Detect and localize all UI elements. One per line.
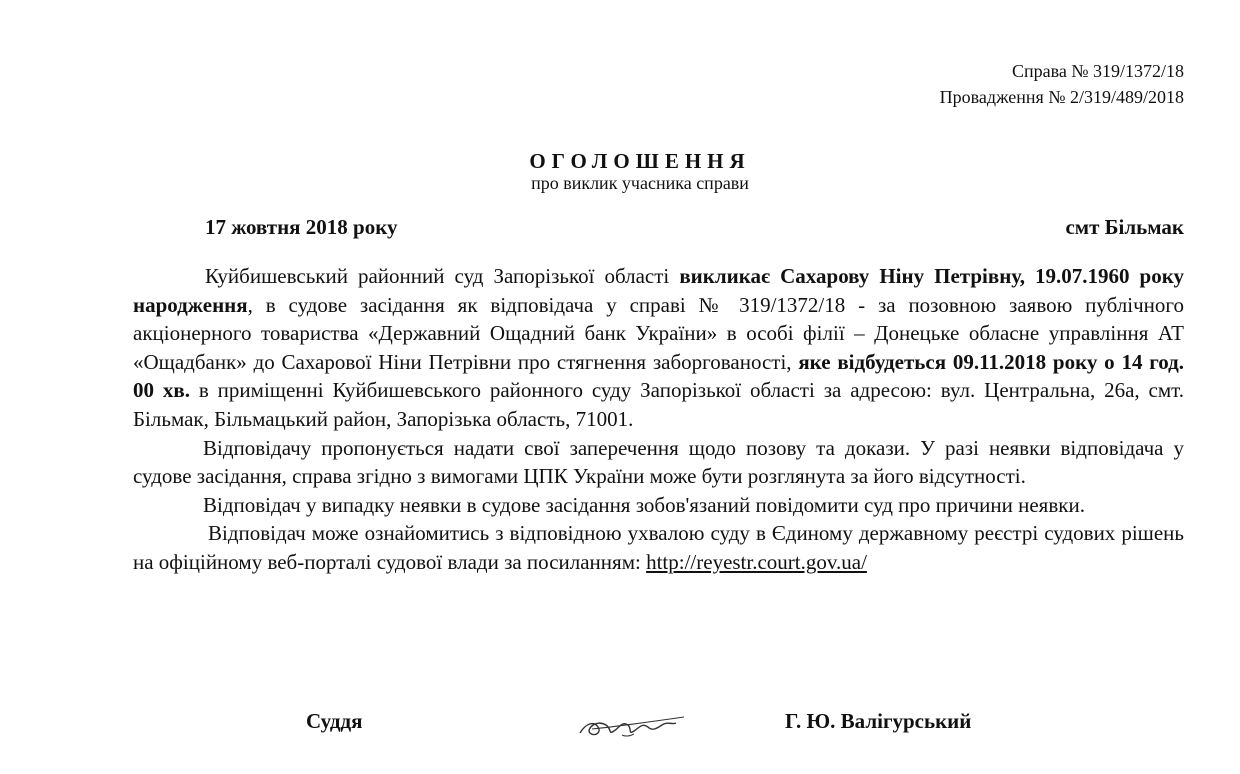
proceeding-number: Провадження № 2/319/489/2018 xyxy=(939,87,1184,107)
case-reference xyxy=(940,58,1184,110)
paragraph-objections: Відповідачу пропонується надати свої заперечення щодо позову та докази. У разі неявки відповідача у судове засідання, справа згідно з вимогами ЦПК України може бути розглянута за його відсутності. xyxy=(133,435,1184,489)
registry-link[interactable]: http://reyestr.court.gov.ua/ xyxy=(646,549,867,574)
paragraph-absence: Відповідач у випадку неявки в судове засідання зобов'язаний повідомити суд про причини неявки. xyxy=(203,492,1085,517)
document-place: смт Більмак xyxy=(1065,215,1184,239)
handwritten-signature-icon xyxy=(572,703,692,747)
case-number: Справа № 319/1372/18 xyxy=(1011,61,1184,81)
summons-court: Куйбишевський районний суд Запорізької області xyxy=(205,264,680,288)
document-date: 17 жовтня 2018 року xyxy=(205,215,398,239)
summons-address: в приміщенні Куйбишевського районного суду Запорізької області за адресою: вул. Центральна, 26а, смт. Більмак, Більмацький район, Запорізька область, 71001. xyxy=(133,378,1184,431)
summons-hearing-time: яке відбудеться 09.11.2018 року о 14 год. 00 хв. xyxy=(133,349,1184,403)
document-subtitle: про виклик учасника справи xyxy=(531,173,749,193)
summons-claim: , в судове засідання як відповідача у справі № 319/1372/18 - за позовною заявою публічного акціонерного товариства «Державний Ощадний банк України» в особі філії – Донецьке обласне управління АТ «Ощадбанк» до Сахарової Ніни Петрівни про стягнення заборгованості, xyxy=(133,292,1184,374)
judge-name: Г. Ю. Валігурський xyxy=(785,709,972,733)
announcement-body xyxy=(133,262,1184,577)
summons-defendant: викликає Сахарову Ніну Петрівну, 19.07.1960 року народження xyxy=(133,264,1184,317)
paragraph-registry xyxy=(133,519,1184,576)
registry-text: Відповідач може ознайомитись з відповідною ухвалою суду в Єдиному державному реєстрі судових рішень на офіційному веб-порталі судової влади за посиланням: xyxy=(133,521,1184,574)
document-title: ОГОЛОШЕННЯ xyxy=(529,149,751,173)
judge-label: Суддя xyxy=(306,709,363,733)
paragraph-summons xyxy=(133,262,1184,434)
